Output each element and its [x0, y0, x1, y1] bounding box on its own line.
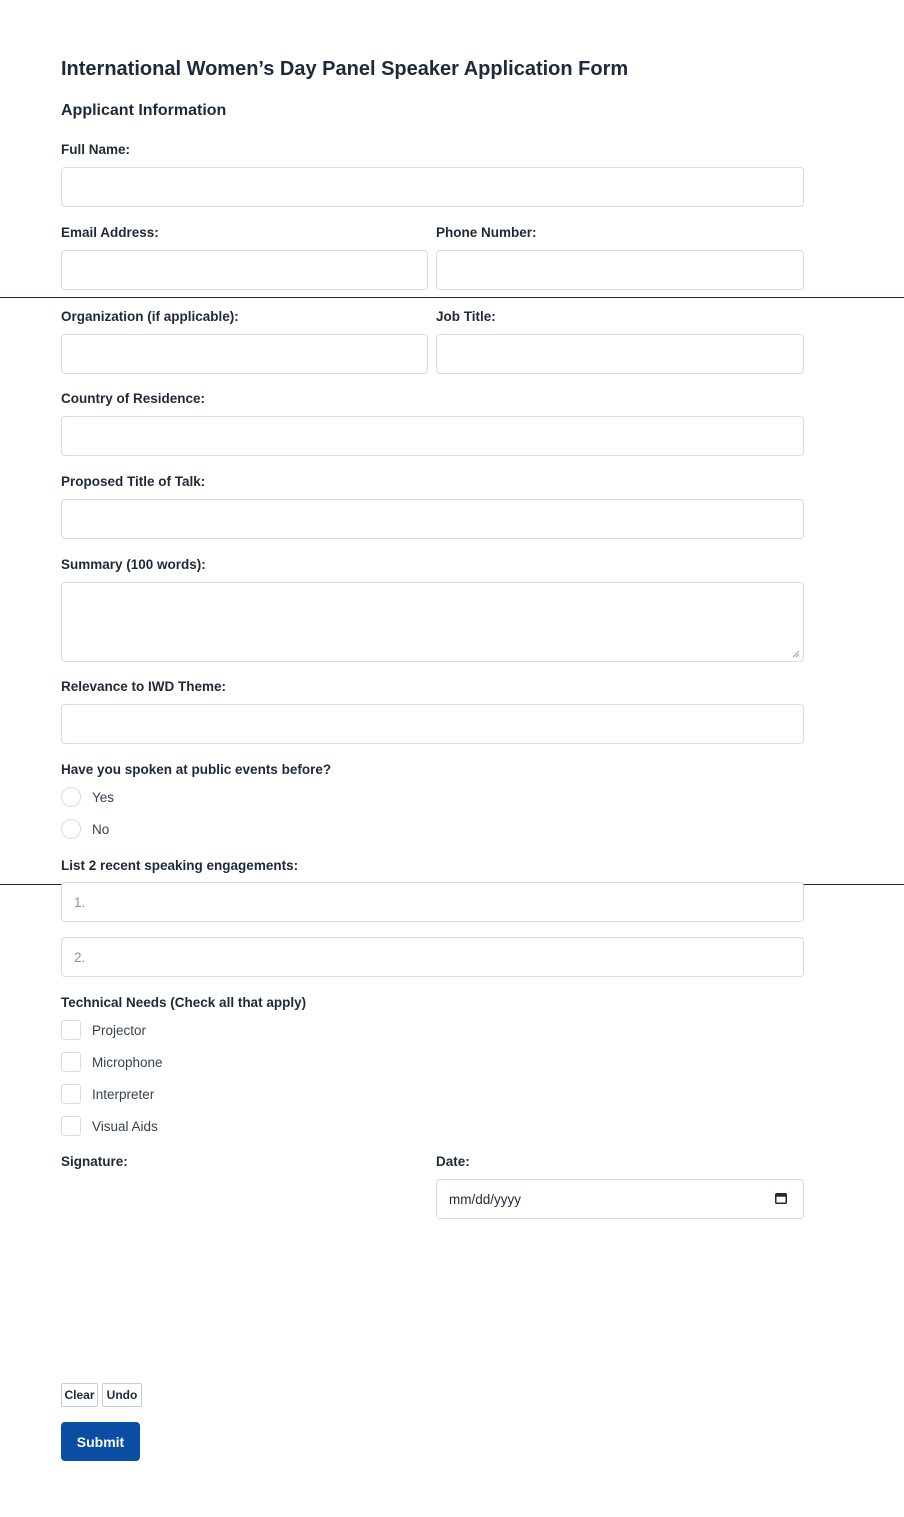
engagement-2-placeholder: 2.: [74, 949, 86, 965]
spoken-before-question: Have you spoken at public events before?: [61, 762, 332, 777]
checkbox-interpreter-label[interactable]: Interpreter: [92, 1087, 155, 1102]
resize-grip-icon[interactable]: [792, 650, 800, 658]
form-title: International Women’s Day Panel Speaker Application Form: [61, 58, 629, 80]
checkbox-microphone-label[interactable]: Microphone: [92, 1055, 163, 1070]
country-label: Country of Residence:: [61, 391, 206, 406]
relevance-label: Relevance to IWD Theme:: [61, 679, 227, 694]
undo-signature-button[interactable]: Undo: [102, 1383, 142, 1407]
signature-label: Signature:: [61, 1154, 128, 1169]
clear-signature-button[interactable]: Clear: [61, 1383, 98, 1407]
phone-input[interactable]: [436, 250, 804, 290]
organization-input[interactable]: [61, 334, 428, 374]
engagement-2-input[interactable]: [61, 937, 804, 977]
organization-label: Organization (if applicable):: [61, 309, 239, 324]
checkbox-visual-aids[interactable]: [61, 1116, 81, 1136]
full-name-input[interactable]: [61, 167, 804, 207]
talk-title-input[interactable]: [61, 499, 804, 539]
engagement-1-input[interactable]: [61, 882, 804, 922]
email-input[interactable]: [61, 250, 428, 290]
checkbox-interpreter[interactable]: [61, 1084, 81, 1104]
radio-yes-label[interactable]: Yes: [92, 790, 115, 805]
summary-label: Summary (100 words):: [61, 557, 206, 572]
date-placeholder: mm/dd/yyyy: [449, 1191, 522, 1207]
checkbox-projector-label[interactable]: Projector: [92, 1023, 147, 1038]
calendar-icon[interactable]: [775, 1192, 787, 1204]
relevance-input[interactable]: [61, 704, 804, 744]
talk-title-label: Proposed Title of Talk:: [61, 474, 206, 489]
summary-textarea[interactable]: [61, 582, 804, 662]
engagements-label: List 2 recent speaking engagements:: [61, 858, 299, 873]
checkbox-projector[interactable]: [61, 1020, 81, 1040]
country-input[interactable]: [61, 416, 804, 456]
page-break-line: [0, 297, 904, 298]
checkbox-visual-aids-label[interactable]: Visual Aids: [92, 1119, 158, 1134]
radio-no-label[interactable]: No: [92, 822, 110, 837]
checkbox-microphone[interactable]: [61, 1052, 81, 1072]
section-title: Applicant Information: [61, 102, 227, 119]
signature-pad[interactable]: [61, 1178, 421, 1373]
technical-needs-label: Technical Needs (Check all that apply): [61, 995, 307, 1010]
radio-no[interactable]: [61, 819, 81, 839]
phone-label: Phone Number:: [436, 225, 537, 240]
job-title-label: Job Title:: [436, 309, 496, 324]
email-label: Email Address:: [61, 225, 159, 240]
job-title-input[interactable]: [436, 334, 804, 374]
submit-button[interactable]: Submit: [61, 1422, 140, 1461]
full-name-label: Full Name:: [61, 142, 131, 157]
radio-yes[interactable]: [61, 787, 81, 807]
date-label: Date:: [436, 1154, 470, 1169]
engagement-1-placeholder: 1.: [74, 894, 86, 910]
date-input[interactable]: [436, 1179, 804, 1219]
